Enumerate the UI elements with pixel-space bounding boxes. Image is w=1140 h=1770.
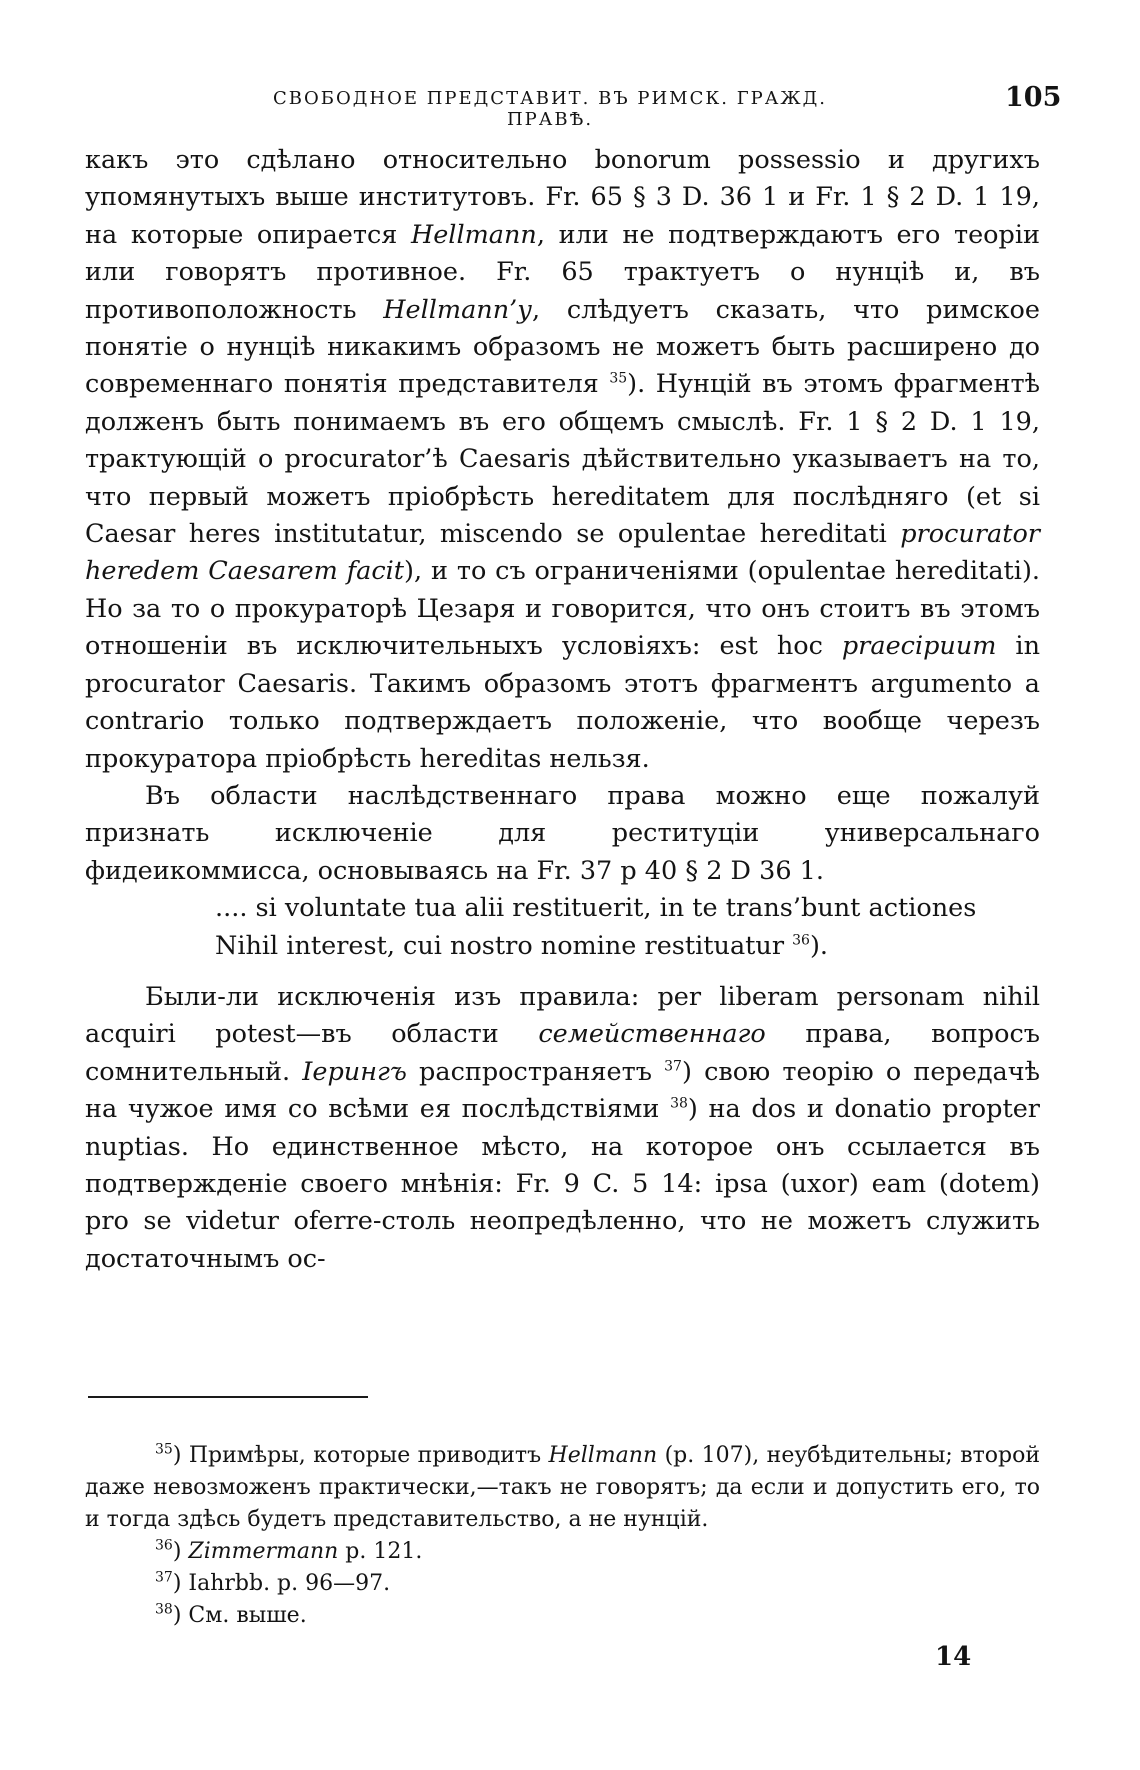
author-name: Іерингъ — [302, 1056, 407, 1087]
footnote-ref: 37 — [664, 1058, 682, 1075]
footnote-number: 36 — [155, 1537, 173, 1554]
text-run: ) Iahrbb. p. 96—97. — [172, 1571, 391, 1596]
footnotes — [85, 1440, 1040, 1632]
signature-mark: 14 — [935, 1642, 972, 1672]
footnote-38 — [85, 1600, 1040, 1632]
text-run: права, вопросъ сомнительный. — [85, 1019, 1040, 1087]
text-run: ) Примѣры, которые приводитъ — [172, 1443, 549, 1468]
text-run: p. 121. — [338, 1539, 423, 1564]
body-text — [85, 142, 1040, 1278]
latin-emphasis: praecipuum — [841, 631, 997, 662]
text-run: ) См. выше. — [172, 1603, 307, 1628]
text-run: распространяетъ — [406, 1056, 665, 1087]
paragraph-2: Въ области наслѣдственнаго права можно еще пожалуй признать исключеніе для реституціи универсальнаго фидеикоммисса, основываясь на Fr. 37 p 40 § 2 D 36 1. — [85, 780, 1040, 886]
text-run: (p. 107), неубѣдительны; второй даже невозможенъ практически,—такъ не говорятъ; да если и допустить его, то и тогда здѣсь будетъ представительство, а не нунцій. — [85, 1443, 1040, 1532]
author-name: Zimmermann — [188, 1539, 339, 1564]
text-run: in procurator Caesaris. Такимъ образомъ этотъ фрагментъ argumento a contrario только подтверждаетъ положеніе, что вообще черезъ прокуратора пріобрѣсть hereditas нельзя. — [85, 631, 1040, 774]
footnote-ref: 38 — [670, 1095, 688, 1112]
text-run: ). Нунцій въ этомъ фрагментѣ долженъ быть понимаемъ въ его общемъ смыслѣ. Fr. 1 § 2 D. 1 19, трактующій о procurator’ѣ Caesaris дѣйствительно указываетъ на то, что первый можетъ пріобрѣсть hereditatem для послѣдняго (et si Caesar heres institutatur, miscendo se opulentae hereditati — [85, 369, 1040, 550]
emphasis: семейственнаго — [538, 1019, 766, 1050]
footnote-ref: 36 — [792, 932, 810, 949]
author-name: Hellmann — [548, 1443, 658, 1468]
text-run: Nihil interest, cui nostro nomine restituatur — [215, 930, 793, 961]
text-run: ) свою теорію о передачѣ на чужое имя со всѣми ея послѣдствіями — [85, 1056, 1040, 1125]
text-run: , или не подтверждаютъ его теоріи или говорятъ противное. Fr. 65 трактуетъ о нунціѣ и, въ противоположность — [85, 219, 1040, 325]
text-run: ), и то съ ограниченіями (opulentae hereditati). Но за то о прокураторѣ Цезаря и говорится, что онъ стоитъ въ этомъ отношеніи въ исключительныхъ условіяхъ: est hoc — [85, 556, 1040, 662]
text-run: ). — [809, 930, 829, 961]
footnote-number: 37 — [155, 1569, 173, 1586]
footnote-36 — [85, 1536, 1040, 1568]
quote-line-1: .... si voluntate tua alii restituerit, in te trans’bunt actiones — [215, 893, 977, 924]
footnote-37 — [85, 1568, 1040, 1600]
text-run: ) на dos и donatio propter nuptias. Но единственное мѣсто, на которое онъ ссылается въ подтвержденіе своего мнѣнія: Fr. 9 C. 5 14: ipsa (uxor) eam (dotem) pro se videtur oferre-столь неопредѣленно, что не можетъ служить достаточнымъ ос- — [85, 1094, 1040, 1274]
footnote-divider — [88, 1396, 368, 1398]
author-name: Hellmann’у — [383, 294, 533, 325]
text-run: ) — [172, 1539, 189, 1564]
author-name: Hellmann — [410, 219, 537, 250]
text-run: Были-ли исключенія изъ правила: per liberam personam nihil acquiri potest—въ области — [85, 981, 1040, 1050]
footnote-ref: 35 — [609, 370, 628, 387]
latin-quote — [85, 890, 1040, 965]
page-number: 105 — [1005, 82, 1062, 113]
footnote-35 — [85, 1440, 1040, 1536]
footnote-number: 35 — [155, 1441, 173, 1458]
text-run: , слѣдуетъ сказать, что римское понятіе о нунціѣ никакимъ образомъ не можетъ быть расширено до современнаго понятія представителя — [85, 294, 1040, 400]
latin-emphasis: procurator heredem Caesarem facit — [85, 519, 1040, 587]
quote-line-2 — [215, 928, 1040, 965]
paragraph-3 — [85, 979, 1040, 1278]
footnote-number: 38 — [155, 1601, 173, 1618]
paragraph-1 — [85, 142, 1040, 778]
running-head: СВОБОДНОЕ ПРЕДСТАВИТ. ВЪ РИМСК. ГРАЖД. ПРАВѢ. — [273, 88, 827, 130]
text-run: какъ это сдѣлано относительно bonorum possessio и другихъ упомянутыхъ выше институтовъ. Fr. 65 § 3 D. 36 1 и Fr. 1 § 2 D. 1 19, на которые опирается — [85, 145, 1040, 250]
